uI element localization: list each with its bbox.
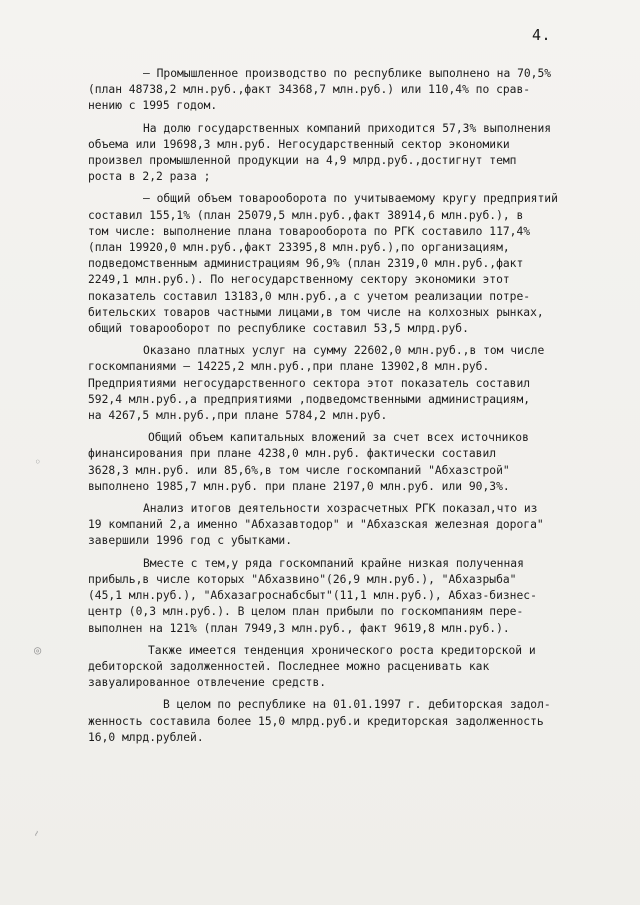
text-line: 592,4 млн.руб.,а предприятиями ,подведомственными администрациям, bbox=[88, 392, 531, 406]
text-line: Оказано платных услуг на сумму 22602,0 млн.руб.,в том числе bbox=[143, 344, 545, 358]
text-line: На долю государственных компаний приходится 57,3% выполнения bbox=[143, 121, 552, 135]
text-line: центр (0,3 млн.руб.). В целом план прибыли по госкомпаниям пере- bbox=[88, 605, 524, 619]
text-line: на 4267,5 млн.руб.,при плане 5784,2 млн.руб. bbox=[88, 409, 388, 423]
text-line: выполнен на 121% (план 7949,3 млн.руб., факт 9619,8 млн.руб.). bbox=[88, 621, 510, 635]
text-line: финансирования при плане 4238,0 млн.руб. фактически составил bbox=[88, 447, 497, 461]
paragraph-debt-trend bbox=[88, 643, 628, 692]
text-line: (план 48738,2 млн.руб.,факт 34368,7 млн.руб.) или 110,4% по срав- bbox=[88, 83, 531, 97]
paragraph-trade-turnover bbox=[88, 191, 628, 337]
paragraph-rgk-analysis bbox=[88, 501, 628, 550]
text-line: дебиторской задолженностей. Последнее можно расценивать как bbox=[88, 659, 490, 673]
text-line: Вместе с тем,у ряда госкомпаний крайне низкая полученная bbox=[143, 556, 524, 570]
text-line: общий товарооборот по республике составил 53,5 млрд.руб. bbox=[88, 322, 469, 336]
paragraph-industrial-production bbox=[88, 66, 628, 115]
text-line: объема или 19698,3 млн.руб. Негосударственный сектор экономики bbox=[88, 137, 510, 151]
text-line: (план 19920,0 млн.руб.,факт 23395,8 млн.руб.),по организациям, bbox=[88, 241, 510, 255]
binding-hole-mark: ◦ bbox=[34, 455, 42, 469]
text-line: 19 компаний 2,а именно "Абхазавтодор" и "Абхазская железная дорога" bbox=[88, 518, 544, 532]
text-line: Также имеется тенденция хронического роста кредиторской и bbox=[148, 643, 536, 657]
text-line: выполнено 1985,7 млн.руб. при плане 2197,0 млн.руб. или 90,3%. bbox=[88, 479, 510, 493]
text-line: Общий объем капитальных вложений за счет всех источников bbox=[148, 431, 529, 445]
text-line: прибыль,в числе которых "Абхазвино"(26,9 млн.руб.), "Абхазрыба" bbox=[88, 572, 517, 586]
binding-hole-mark: ◎ bbox=[34, 643, 42, 657]
margin-scribble: ~ bbox=[30, 828, 44, 839]
text-line: В целом по республике на 01.01.1997 г. дебиторская задол- bbox=[163, 698, 551, 712]
paragraph-low-profit bbox=[88, 556, 628, 637]
text-line: произвел промышленной продукции на 4,9 млрд.руб.,достигнут темп bbox=[88, 154, 517, 168]
text-line: подведомственным администрациям 96,9% (план 2319,0 млн.руб.,факт bbox=[88, 257, 524, 271]
text-line: том числе: выполнение плана товарооборота по РГК составило 117,4% bbox=[88, 224, 531, 238]
document-body bbox=[88, 66, 628, 746]
text-line: роста в 2,2 раза ; bbox=[88, 170, 211, 184]
text-line: составил 155,1% (план 25079,5 млн.руб.,факт 38914,6 млн.руб.), в bbox=[88, 208, 524, 222]
text-line: 3628,3 млн.руб. или 85,6%,в том числе госкомпаний "Абхазстрой" bbox=[88, 463, 510, 477]
paragraph-debt-total bbox=[88, 697, 628, 746]
page-number: 4. bbox=[532, 26, 552, 44]
text-line: 16,0 млрд.рублей. bbox=[88, 730, 204, 744]
paragraph-capital-investment bbox=[88, 430, 628, 495]
text-line: завуалированное отвлечение средств. bbox=[88, 676, 327, 690]
text-line: – общий объем товарооборота по учитываемому кругу предприятий bbox=[143, 192, 558, 206]
text-line: бительских товаров частными лицами,в том числе на колхозных рынках, bbox=[88, 305, 544, 319]
paragraph-paid-services bbox=[88, 343, 628, 424]
text-line: 2249,1 млн.руб.). По негосударственному сектору экономики этот bbox=[88, 273, 510, 287]
text-line: Предприятиями негосударственного сектора этот показатель составил bbox=[88, 376, 531, 390]
text-line: завершили 1996 год с убытками. bbox=[88, 534, 293, 548]
paragraph-state-companies-share bbox=[88, 121, 628, 186]
text-line: Анализ итогов деятельности хозрасчетных РГК показал,что из bbox=[143, 502, 538, 516]
text-line: женность составила более 15,0 млрд.руб.и кредиторская задолженность bbox=[88, 714, 544, 728]
text-line: (45,1 млн.руб.), "Абхазагроснабсбыт"(11,1 млн.руб.), Абхаз-бизнес- bbox=[88, 589, 537, 603]
text-line: госкомпаниями – 14225,2 млн.руб.,при плане 13902,8 млн.руб. bbox=[88, 360, 490, 374]
text-line: – Промышленное производство по республике выполнено на 70,5% bbox=[143, 67, 552, 80]
text-line: нению с 1995 годом. bbox=[88, 99, 218, 113]
text-line: показатель составил 13183,0 млн.руб.,а с учетом реализации потре- bbox=[88, 289, 531, 303]
